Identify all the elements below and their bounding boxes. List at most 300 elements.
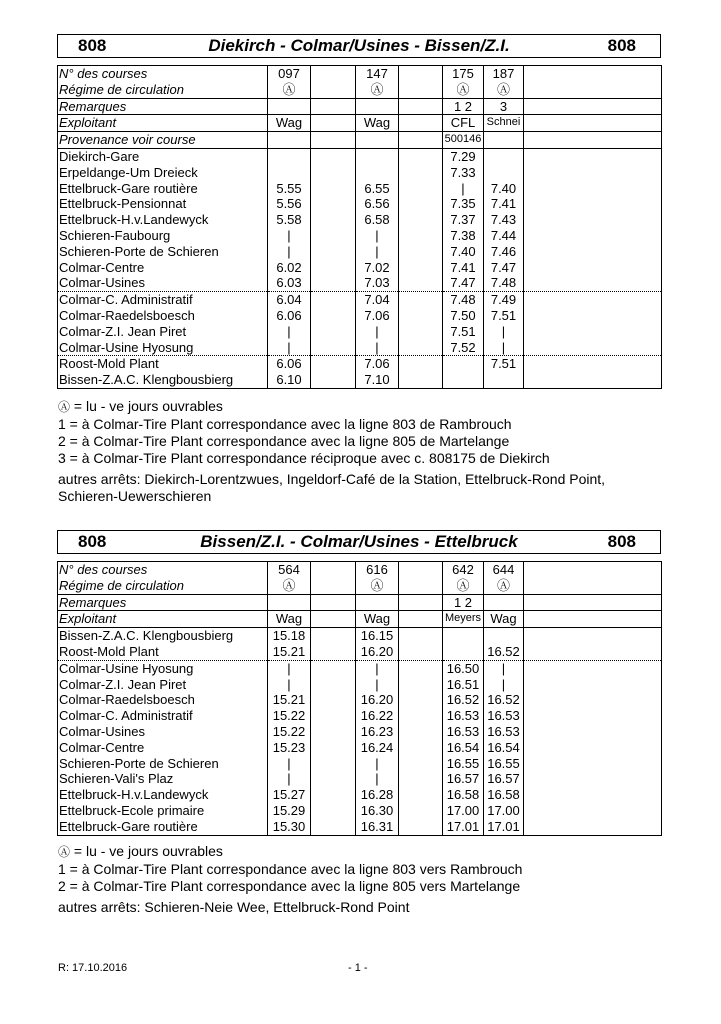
stop-time bbox=[484, 372, 524, 388]
meta-cell bbox=[356, 132, 399, 149]
meta-row bbox=[58, 98, 662, 115]
meta-cell bbox=[524, 562, 662, 578]
stop-time bbox=[311, 677, 356, 693]
stop-time: | bbox=[484, 677, 524, 693]
stop-time: 16.54 bbox=[484, 740, 524, 756]
meta-cell: Wag bbox=[356, 611, 399, 628]
stop-time bbox=[311, 803, 356, 819]
stop-time bbox=[524, 181, 662, 197]
timetable-1-line-number-right: 808 bbox=[607, 36, 636, 55]
stop-time bbox=[399, 308, 443, 324]
stop-time bbox=[311, 756, 356, 772]
stop-time: 7.41 bbox=[484, 196, 524, 212]
stop-row bbox=[58, 260, 662, 276]
stop-time bbox=[524, 244, 662, 260]
meta-row bbox=[58, 611, 662, 628]
meta-cell bbox=[524, 66, 662, 82]
meta-cell bbox=[399, 594, 443, 611]
stop-time bbox=[356, 148, 399, 164]
meta-label: Remarques bbox=[58, 98, 268, 115]
stop-name: Ettelbruck-Ecole primaire bbox=[58, 803, 268, 819]
stop-time bbox=[443, 644, 484, 660]
meta-cell bbox=[268, 98, 311, 115]
stop-row bbox=[58, 803, 662, 819]
stop-row bbox=[58, 628, 662, 644]
stop-time: 7.51 bbox=[484, 356, 524, 372]
stop-time bbox=[311, 708, 356, 724]
stop-name: Colmar-Usine Hyosung bbox=[58, 340, 268, 356]
stop-time: 7.47 bbox=[484, 260, 524, 276]
stop-time bbox=[524, 819, 662, 835]
meta-cell: 097 bbox=[268, 66, 311, 82]
meta-cell bbox=[399, 562, 443, 578]
stop-name: Colmar-Z.I. Jean Piret bbox=[58, 677, 268, 693]
stop-time bbox=[524, 771, 662, 787]
stop-row bbox=[58, 372, 662, 388]
stop-time bbox=[399, 660, 443, 676]
stop-time: 16.52 bbox=[443, 692, 484, 708]
stop-time bbox=[311, 819, 356, 835]
stop-name: Colmar-Usines bbox=[58, 275, 268, 291]
stop-time: 7.35 bbox=[443, 196, 484, 212]
stop-time bbox=[524, 148, 662, 164]
stop-time bbox=[311, 644, 356, 660]
meta-cell bbox=[399, 132, 443, 149]
stop-time: 16.20 bbox=[356, 692, 399, 708]
stop-row bbox=[58, 644, 662, 660]
stop-row bbox=[58, 740, 662, 756]
stop-time: 16.53 bbox=[484, 708, 524, 724]
stop-time: | bbox=[268, 340, 311, 356]
stop-name: Schieren-Faubourg bbox=[58, 228, 268, 244]
stop-time: 17.01 bbox=[484, 819, 524, 835]
timetable-2-line-number-left: 808 bbox=[78, 532, 107, 551]
stop-time: 6.56 bbox=[356, 196, 399, 212]
stop-time: | bbox=[356, 324, 399, 340]
stop-time: | bbox=[356, 340, 399, 356]
stop-time bbox=[524, 196, 662, 212]
stop-row bbox=[58, 292, 662, 308]
stop-time: 15.27 bbox=[268, 787, 311, 803]
other-stops: autres arrêts: Diekirch-Lorentzwues, Ingeldorf-Café de la Station, Ettelbruck-Rond Point, Schieren-Uewerschieren bbox=[58, 471, 606, 504]
meta-label: Exploitant bbox=[58, 115, 268, 132]
stop-time: 16.20 bbox=[356, 644, 399, 660]
stop-row bbox=[58, 660, 662, 676]
meta-cell: 642 bbox=[443, 562, 484, 578]
stop-time: | bbox=[268, 756, 311, 772]
stop-name: Roost-Mold Plant bbox=[58, 356, 268, 372]
stop-time bbox=[524, 340, 662, 356]
stop-time bbox=[311, 787, 356, 803]
meta-label: Remarques bbox=[58, 594, 268, 611]
stop-time: 16.22 bbox=[356, 708, 399, 724]
stop-time: 15.21 bbox=[268, 692, 311, 708]
stop-time bbox=[524, 372, 662, 388]
stop-row bbox=[58, 275, 662, 291]
stop-time: 7.37 bbox=[443, 212, 484, 228]
stop-time: 7.10 bbox=[356, 372, 399, 388]
meta-label: Régime de circulation bbox=[58, 578, 268, 594]
stop-time bbox=[311, 165, 356, 181]
stop-time: 17.00 bbox=[484, 803, 524, 819]
stop-time: 16.53 bbox=[484, 724, 524, 740]
stop-time: 17.01 bbox=[443, 819, 484, 835]
stop-row bbox=[58, 356, 662, 372]
stop-time bbox=[443, 372, 484, 388]
stop-name: Colmar-Centre bbox=[58, 260, 268, 276]
meta-cell bbox=[311, 98, 356, 115]
meta-cell: Ⓐ bbox=[268, 578, 311, 594]
stop-time bbox=[311, 372, 356, 388]
other-stops: autres arrêts: Schieren-Neie Wee, Ettelbruck-Rond Point bbox=[58, 899, 410, 915]
stop-time bbox=[524, 308, 662, 324]
timetable-2-notes bbox=[58, 843, 658, 916]
stop-time bbox=[524, 740, 662, 756]
stop-row bbox=[58, 724, 662, 740]
meta-cell bbox=[524, 98, 662, 115]
stop-row bbox=[58, 340, 662, 356]
stop-time bbox=[399, 228, 443, 244]
stop-time bbox=[311, 356, 356, 372]
meta-cell: Schnei bbox=[484, 115, 524, 132]
stop-row bbox=[58, 677, 662, 693]
stop-name: Schieren-Porte de Schieren bbox=[58, 756, 268, 772]
stop-name: Ettelbruck-H.v.Landewyck bbox=[58, 212, 268, 228]
stop-name: Colmar-Centre bbox=[58, 740, 268, 756]
meta-cell bbox=[311, 594, 356, 611]
stop-time: 5.55 bbox=[268, 181, 311, 197]
stop-time: 6.06 bbox=[268, 356, 311, 372]
meta-cell: 175 bbox=[443, 66, 484, 82]
meta-cell: Wag bbox=[268, 611, 311, 628]
meta-cell: Meyers bbox=[443, 611, 484, 628]
stop-time bbox=[524, 292, 662, 308]
stop-name: Colmar-C. Administratif bbox=[58, 708, 268, 724]
stop-time: | bbox=[268, 244, 311, 260]
stop-time: 7.47 bbox=[443, 275, 484, 291]
stop-name: Diekirch-Gare bbox=[58, 148, 268, 164]
meta-cell: 187 bbox=[484, 66, 524, 82]
stop-time bbox=[443, 628, 484, 644]
stop-row bbox=[58, 756, 662, 772]
stop-time: | bbox=[356, 228, 399, 244]
stop-time: 7.51 bbox=[484, 308, 524, 324]
stop-time: 7.04 bbox=[356, 292, 399, 308]
stop-time bbox=[399, 756, 443, 772]
stop-row bbox=[58, 692, 662, 708]
meta-cell bbox=[399, 82, 443, 98]
stop-time: 7.02 bbox=[356, 260, 399, 276]
stop-name: Roost-Mold Plant bbox=[58, 644, 268, 660]
stop-time: 16.15 bbox=[356, 628, 399, 644]
stop-name: Colmar-C. Administratif bbox=[58, 292, 268, 308]
timetable-2-line-number-right: 808 bbox=[607, 532, 636, 551]
stop-time bbox=[399, 181, 443, 197]
stop-time bbox=[311, 260, 356, 276]
stop-time bbox=[311, 228, 356, 244]
stop-time bbox=[311, 324, 356, 340]
stop-time: 7.43 bbox=[484, 212, 524, 228]
stop-time bbox=[399, 196, 443, 212]
meta-cell bbox=[311, 132, 356, 149]
stop-time: 16.52 bbox=[484, 644, 524, 660]
meta-cell bbox=[399, 611, 443, 628]
timetable-1-header bbox=[57, 34, 661, 58]
meta-row bbox=[58, 578, 662, 594]
meta-row bbox=[58, 82, 662, 98]
stop-time: 16.57 bbox=[443, 771, 484, 787]
stop-time bbox=[524, 165, 662, 181]
stop-time bbox=[399, 771, 443, 787]
note-2: 2 = à Colmar-Tire Plant correspondance avec la ligne 805 de Martelange bbox=[58, 433, 510, 449]
meta-cell bbox=[311, 611, 356, 628]
stop-name: Ettelbruck-H.v.Landewyck bbox=[58, 787, 268, 803]
stop-row bbox=[58, 324, 662, 340]
timetable-2-title: Bissen/Z.I. - Colmar/Usines - Ettelbruck bbox=[200, 532, 518, 551]
meta-cell bbox=[399, 115, 443, 132]
stop-time bbox=[399, 677, 443, 693]
stop-row bbox=[58, 787, 662, 803]
page-number: - 1 - bbox=[348, 962, 368, 974]
stop-time: 15.29 bbox=[268, 803, 311, 819]
stop-time bbox=[311, 692, 356, 708]
meta-cell: Ⓐ bbox=[484, 578, 524, 594]
stop-time bbox=[484, 628, 524, 644]
stop-time bbox=[524, 756, 662, 772]
meta-cell bbox=[399, 66, 443, 82]
stop-time: 7.29 bbox=[443, 148, 484, 164]
meta-cell bbox=[311, 562, 356, 578]
stop-time: 7.49 bbox=[484, 292, 524, 308]
note-3: 3 = à Colmar-Tire Plant correspondance réciproque avec c. 808175 de Diekirch bbox=[58, 450, 550, 466]
stop-time: 17.00 bbox=[443, 803, 484, 819]
regime-legend: Ⓐ = lu - ve jours ouvrables bbox=[58, 398, 223, 414]
stop-time bbox=[399, 212, 443, 228]
meta-cell: 1 2 bbox=[443, 98, 484, 115]
stop-time: 6.03 bbox=[268, 275, 311, 291]
stop-time bbox=[399, 372, 443, 388]
stop-time bbox=[524, 628, 662, 644]
stop-time: 16.31 bbox=[356, 819, 399, 835]
timetable-1-notes bbox=[58, 398, 658, 505]
meta-cell bbox=[484, 594, 524, 611]
stop-name: Schieren-Porte de Schieren bbox=[58, 244, 268, 260]
stop-time: 16.58 bbox=[443, 787, 484, 803]
stop-row bbox=[58, 212, 662, 228]
stop-time: | bbox=[268, 677, 311, 693]
stop-time: 7.44 bbox=[484, 228, 524, 244]
stop-time bbox=[399, 803, 443, 819]
stop-time bbox=[443, 356, 484, 372]
stop-row bbox=[58, 196, 662, 212]
stop-time: 7.40 bbox=[443, 244, 484, 260]
stop-row bbox=[58, 244, 662, 260]
stop-row bbox=[58, 165, 662, 181]
stop-row bbox=[58, 708, 662, 724]
stop-time bbox=[399, 148, 443, 164]
stop-name: Colmar-Z.I. Jean Piret bbox=[58, 324, 268, 340]
stop-time: 16.54 bbox=[443, 740, 484, 756]
meta-cell: Wag bbox=[356, 115, 399, 132]
meta-cell bbox=[524, 594, 662, 611]
timetable-1-title: Diekirch - Colmar/Usines - Bissen/Z.I. bbox=[208, 36, 510, 55]
meta-cell: Ⓐ bbox=[356, 82, 399, 98]
stop-time: 15.22 bbox=[268, 708, 311, 724]
stop-time bbox=[311, 244, 356, 260]
note-1: 1 = à Colmar-Tire Plant correspondance avec la ligne 803 vers Rambrouch bbox=[58, 861, 523, 877]
regime-legend: Ⓐ = lu - ve jours ouvrables bbox=[58, 843, 223, 859]
stop-time: 16.24 bbox=[356, 740, 399, 756]
stop-time bbox=[311, 724, 356, 740]
stop-time: 7.50 bbox=[443, 308, 484, 324]
regime-a-icon: Ⓐ bbox=[58, 845, 71, 859]
stop-time bbox=[399, 708, 443, 724]
stop-time bbox=[311, 275, 356, 291]
stop-time bbox=[524, 803, 662, 819]
stop-time bbox=[524, 660, 662, 676]
meta-cell bbox=[524, 82, 662, 98]
stop-time bbox=[399, 356, 443, 372]
stop-time: 6.02 bbox=[268, 260, 311, 276]
stop-time bbox=[311, 212, 356, 228]
stop-time: | bbox=[443, 181, 484, 197]
stop-time bbox=[311, 340, 356, 356]
stop-time: 7.46 bbox=[484, 244, 524, 260]
stop-row bbox=[58, 181, 662, 197]
meta-cell: 564 bbox=[268, 562, 311, 578]
stop-time: 7.41 bbox=[443, 260, 484, 276]
stop-time bbox=[524, 275, 662, 291]
stop-time bbox=[484, 148, 524, 164]
stop-time: 5.58 bbox=[268, 212, 311, 228]
regime-a-icon: Ⓐ bbox=[58, 400, 71, 414]
stop-name: Schieren-Vali's Plaz bbox=[58, 771, 268, 787]
stop-time: 6.55 bbox=[356, 181, 399, 197]
meta-cell: Ⓐ bbox=[443, 82, 484, 98]
stop-name: Bissen-Z.A.C. Klengbousbierg bbox=[58, 372, 268, 388]
meta-cell bbox=[268, 594, 311, 611]
stop-time: | bbox=[268, 228, 311, 244]
stop-time bbox=[524, 677, 662, 693]
stop-time bbox=[311, 308, 356, 324]
stop-time bbox=[524, 787, 662, 803]
stop-time bbox=[399, 292, 443, 308]
meta-cell: 147 bbox=[356, 66, 399, 82]
stop-row bbox=[58, 819, 662, 835]
stop-time bbox=[524, 324, 662, 340]
stop-time: 7.03 bbox=[356, 275, 399, 291]
stop-name: Colmar-Raedelsboesch bbox=[58, 308, 268, 324]
meta-cell bbox=[524, 115, 662, 132]
stop-time bbox=[399, 644, 443, 660]
stop-time bbox=[311, 660, 356, 676]
stop-time: 16.51 bbox=[443, 677, 484, 693]
stop-time: | bbox=[268, 771, 311, 787]
stop-time bbox=[524, 724, 662, 740]
stop-time: | bbox=[484, 324, 524, 340]
meta-cell bbox=[524, 611, 662, 628]
stop-time bbox=[311, 148, 356, 164]
meta-row bbox=[58, 132, 662, 149]
stop-time: 16.30 bbox=[356, 803, 399, 819]
stop-time bbox=[311, 196, 356, 212]
meta-cell: 500146 bbox=[443, 132, 484, 149]
stop-name: Colmar-Usines bbox=[58, 724, 268, 740]
stop-time: | bbox=[484, 340, 524, 356]
stop-row bbox=[58, 771, 662, 787]
stop-time bbox=[484, 165, 524, 181]
stop-time: 15.22 bbox=[268, 724, 311, 740]
meta-cell bbox=[311, 578, 356, 594]
stop-time: 16.55 bbox=[443, 756, 484, 772]
revision-date: R: 17.10.2016 bbox=[58, 962, 128, 974]
meta-cell bbox=[268, 132, 311, 149]
timetable-2-header bbox=[57, 530, 661, 554]
stop-name: Erpeldange-Um Dreieck bbox=[58, 165, 268, 181]
stop-time: 16.52 bbox=[484, 692, 524, 708]
stop-time: | bbox=[356, 660, 399, 676]
stop-row bbox=[58, 148, 662, 164]
meta-cell: Wag bbox=[484, 611, 524, 628]
stop-time: | bbox=[356, 771, 399, 787]
stop-time: 15.30 bbox=[268, 819, 311, 835]
stop-time: 7.06 bbox=[356, 308, 399, 324]
meta-row bbox=[58, 115, 662, 132]
stop-time bbox=[399, 692, 443, 708]
stop-time bbox=[399, 260, 443, 276]
stop-time: 5.56 bbox=[268, 196, 311, 212]
meta-cell bbox=[356, 98, 399, 115]
stop-time: 7.06 bbox=[356, 356, 399, 372]
meta-cell: Wag bbox=[268, 115, 311, 132]
meta-row bbox=[58, 562, 662, 578]
stop-time bbox=[268, 165, 311, 181]
stop-time bbox=[356, 165, 399, 181]
stop-time: | bbox=[268, 324, 311, 340]
stop-time bbox=[524, 212, 662, 228]
stop-time bbox=[311, 740, 356, 756]
stop-name: Ettelbruck-Gare routière bbox=[58, 181, 268, 197]
stop-time: 7.48 bbox=[484, 275, 524, 291]
stop-time: | bbox=[356, 756, 399, 772]
stop-time: 7.33 bbox=[443, 165, 484, 181]
stop-row bbox=[58, 308, 662, 324]
stop-name: Ettelbruck-Gare routière bbox=[58, 819, 268, 835]
stop-name: Ettelbruck-Pensionnat bbox=[58, 196, 268, 212]
timetable-2-table bbox=[57, 561, 662, 836]
meta-cell: 644 bbox=[484, 562, 524, 578]
meta-cell: Ⓐ bbox=[356, 578, 399, 594]
stop-time bbox=[524, 228, 662, 244]
stop-time bbox=[524, 644, 662, 660]
stop-time: | bbox=[484, 660, 524, 676]
stop-time bbox=[399, 244, 443, 260]
stop-time: 6.58 bbox=[356, 212, 399, 228]
stop-time bbox=[311, 181, 356, 197]
stop-time bbox=[399, 628, 443, 644]
stop-name: Colmar-Raedelsboesch bbox=[58, 692, 268, 708]
meta-cell: 3 bbox=[484, 98, 524, 115]
meta-cell bbox=[399, 98, 443, 115]
stop-time bbox=[311, 292, 356, 308]
note-1: 1 = à Colmar-Tire Plant correspondance avec la ligne 803 de Rambrouch bbox=[58, 416, 512, 432]
stop-time: | bbox=[268, 660, 311, 676]
stop-time: 7.38 bbox=[443, 228, 484, 244]
meta-row bbox=[58, 594, 662, 611]
stop-time: | bbox=[356, 244, 399, 260]
stop-time: 7.40 bbox=[484, 181, 524, 197]
stop-time: 16.23 bbox=[356, 724, 399, 740]
